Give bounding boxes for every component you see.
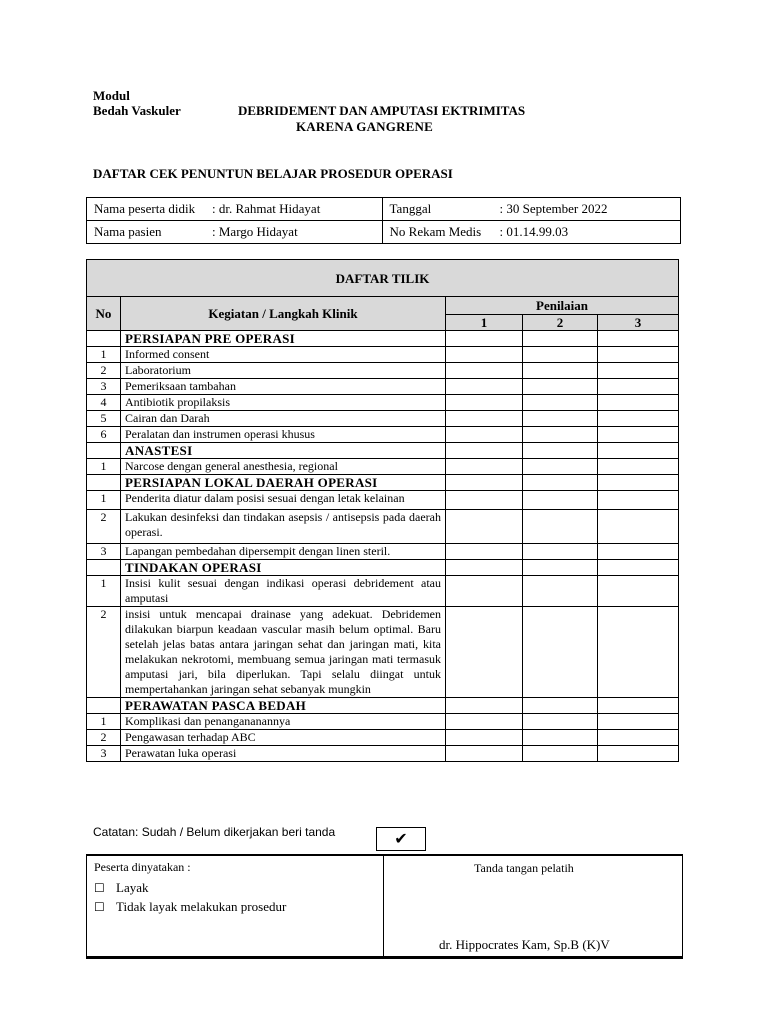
score-cell[interactable] [446,698,523,714]
checkmark-icon: ✔ [376,827,426,851]
section-row [87,331,679,347]
score-cell[interactable] [446,576,523,607]
section-title: ANASTESI [121,443,446,459]
score-cell[interactable] [598,363,679,379]
module-label: Modul [93,88,130,103]
score-cell[interactable] [598,544,679,560]
item-number: 1 [87,459,121,475]
score-cell[interactable] [446,331,523,347]
item-number: 4 [87,395,121,411]
score-cell[interactable] [598,746,679,762]
score-cell[interactable] [598,427,679,443]
score-cell[interactable] [598,379,679,395]
checkbox-icon[interactable]: ☐ [94,900,105,914]
score-cell[interactable] [446,714,523,730]
table-row [87,730,679,746]
item-text: Antibiotik propilaksis [121,395,446,411]
score-cell[interactable] [598,411,679,427]
option-fail[interactable] [94,899,286,915]
score-cell[interactable] [598,510,679,544]
score-cell[interactable] [598,560,679,576]
score-col-2: 2 [523,315,598,331]
score-cell[interactable] [446,427,523,443]
score-cell[interactable] [598,491,679,510]
score-cell[interactable] [523,607,598,698]
score-cell[interactable] [446,491,523,510]
table-row [87,544,679,560]
checklist-title: DAFTAR CEK PENUNTUN BELAJAR PROSEDUR OPERASI [93,166,453,181]
table-row [87,491,679,510]
item-text: Narcose dengan general anesthesia, regional [121,459,446,475]
score-col-3: 3 [598,315,679,331]
identity-table [86,197,681,244]
item-text: insisi untuk mencapai drainase yang adekuat. Debridemen dilakukan biarpun keadaan vascular masih belum optimal. Baru setelah jelas batas antara jaringan sehat dan jaringan mati, kita melakukan nekrotomi, membuang semua jaringan mati termasuk amputasi jari, bila diperlukan. Tapi selalu diingat untuk mempertahankan jaringan sehat sebanyak mungkin [121,607,446,698]
item-text: Perawatan luka operasi [121,746,446,762]
score-cell[interactable] [598,443,679,459]
score-cell[interactable] [523,443,598,459]
score-cell[interactable] [523,475,598,491]
table-row [87,411,679,427]
score-cell[interactable] [523,411,598,427]
record-label: No Rekam Medis [389,224,482,239]
item-number: 2 [87,730,121,746]
score-cell[interactable] [446,347,523,363]
score-cell[interactable] [523,576,598,607]
score-cell[interactable] [446,395,523,411]
score-cell[interactable] [523,331,598,347]
department-label: Bedah Vaskuler [93,103,181,118]
score-cell[interactable] [523,379,598,395]
score-cell[interactable] [523,746,598,762]
score-cell[interactable] [598,607,679,698]
score-cell[interactable] [523,560,598,576]
item-text: Peralatan dan instrumen operasi khusus [121,427,446,443]
item-text: Penderita diatur dalam posisi sesuai dengan letak kelainan [121,491,446,510]
score-cell[interactable] [598,714,679,730]
note-text: Catatan: Sudah / Belum dikerjakan beri tanda [93,825,336,839]
signer-name: dr. Hippocrates Kam, Sp.B (K)V [439,937,610,952]
section-title: PERSIAPAN PRE OPERASI [121,331,446,347]
section-title: PERSIAPAN LOKAL DAERAH OPERASI [121,475,446,491]
table-row [87,746,679,762]
date-cell [382,198,680,221]
item-text: Cairan dan Darah [121,411,446,427]
col-no-header: No [87,297,121,331]
score-cell[interactable] [523,510,598,544]
score-cell[interactable] [446,510,523,544]
col-activity-header: Kegiatan / Langkah Klinik [121,297,446,331]
patient-cell [87,221,383,244]
score-cell[interactable] [446,544,523,560]
item-number: 2 [87,363,121,379]
section-row [87,560,679,576]
item-text: Lakukan desinfeksi dan tindakan asepsis / antisepsis pada daerah operasi. [121,510,446,544]
item-text: Laboratorium [121,363,446,379]
col-score-header: Penilaian [446,297,679,315]
score-cell[interactable] [446,607,523,698]
score-cell[interactable] [523,698,598,714]
item-text: Pemeriksaan tambahan [121,379,446,395]
item-number: 3 [87,746,121,762]
assessment-footer [86,854,683,959]
score-cell[interactable] [446,443,523,459]
score-cell[interactable] [598,347,679,363]
patient-value: : Margo Hidayat [212,224,298,239]
score-cell[interactable] [446,730,523,746]
score-cell[interactable] [523,459,598,475]
option-pass[interactable] [94,880,148,896]
student-cell [87,198,383,221]
score-cell[interactable] [446,475,523,491]
item-number: 6 [87,427,121,443]
table-row [87,576,679,607]
table-row [87,363,679,379]
table-row [87,459,679,475]
option-pass-label: Layak [116,880,149,895]
score-cell[interactable] [598,459,679,475]
declaration-label: Peserta dinyatakan : [94,860,191,874]
score-cell[interactable] [523,347,598,363]
item-number: 1 [87,576,121,607]
checklist-table-title: DAFTAR TILIK [87,260,679,297]
table-row [87,714,679,730]
item-text: Lapangan pembedahan dipersempit dengan linen steril. [121,544,446,560]
score-cell[interactable] [598,576,679,607]
document-title-line2: KARENA GANGRENE [296,119,433,134]
item-text: Komplikasi dan penangananannya [121,714,446,730]
item-text: Pengawasan terhadap ABC [121,730,446,746]
table-row [87,347,679,363]
score-cell[interactable] [598,331,679,347]
item-number: 3 [87,379,121,395]
checkbox-icon[interactable]: ☐ [94,881,105,895]
score-cell[interactable] [523,714,598,730]
item-number: 5 [87,411,121,427]
score-cell[interactable] [446,411,523,427]
record-value: : 01.14.99.03 [499,224,569,239]
score-cell[interactable] [446,560,523,576]
item-number: 2 [87,510,121,544]
score-cell[interactable] [446,379,523,395]
section-row [87,443,679,459]
score-cell[interactable] [598,395,679,411]
date-label: Tanggal [389,201,432,216]
item-number: 1 [87,347,121,363]
section-row [87,698,679,714]
option-fail-label: Tidak layak melakukan prosedur [116,899,287,914]
score-cell[interactable] [523,730,598,746]
student-label: Nama peserta didik [94,201,196,216]
student-value: : dr. Rahmat Hidayat [212,201,321,216]
section-row [87,475,679,491]
score-cell[interactable] [523,491,598,510]
score-col-1: 1 [446,315,523,331]
score-cell[interactable] [523,363,598,379]
score-cell[interactable] [446,459,523,475]
score-cell[interactable] [523,427,598,443]
item-number: 2 [87,607,121,698]
footer-divider [383,856,384,958]
score-cell[interactable] [523,395,598,411]
table-row [87,510,679,544]
table-row [87,379,679,395]
score-cell[interactable] [598,475,679,491]
item-number: 1 [87,491,121,510]
signature-label: Tanda tangan pelatih [474,861,574,875]
date-value: : 30 September 2022 [499,201,608,216]
table-row [87,427,679,443]
section-title: TINDAKAN OPERASI [121,560,446,576]
table-row [87,395,679,411]
item-text: Insisi kulit sesuai dengan indikasi operasi debridement atau amputasi [121,576,446,607]
checklist-table [86,259,679,762]
score-cell[interactable] [446,746,523,762]
score-cell[interactable] [523,544,598,560]
score-cell[interactable] [598,698,679,714]
footer-bottom-rule [86,956,683,958]
table-row [87,607,679,698]
document-title-line1: DEBRIDEMENT DAN AMPUTASI EKTRIMITAS [238,103,526,118]
score-cell[interactable] [446,363,523,379]
item-text: Informed consent [121,347,446,363]
section-title: PERAWATAN PASCA BEDAH [121,698,446,714]
item-number: 1 [87,714,121,730]
record-cell [382,221,680,244]
score-cell[interactable] [598,730,679,746]
patient-label: Nama pasien [94,224,162,239]
item-number: 3 [87,544,121,560]
